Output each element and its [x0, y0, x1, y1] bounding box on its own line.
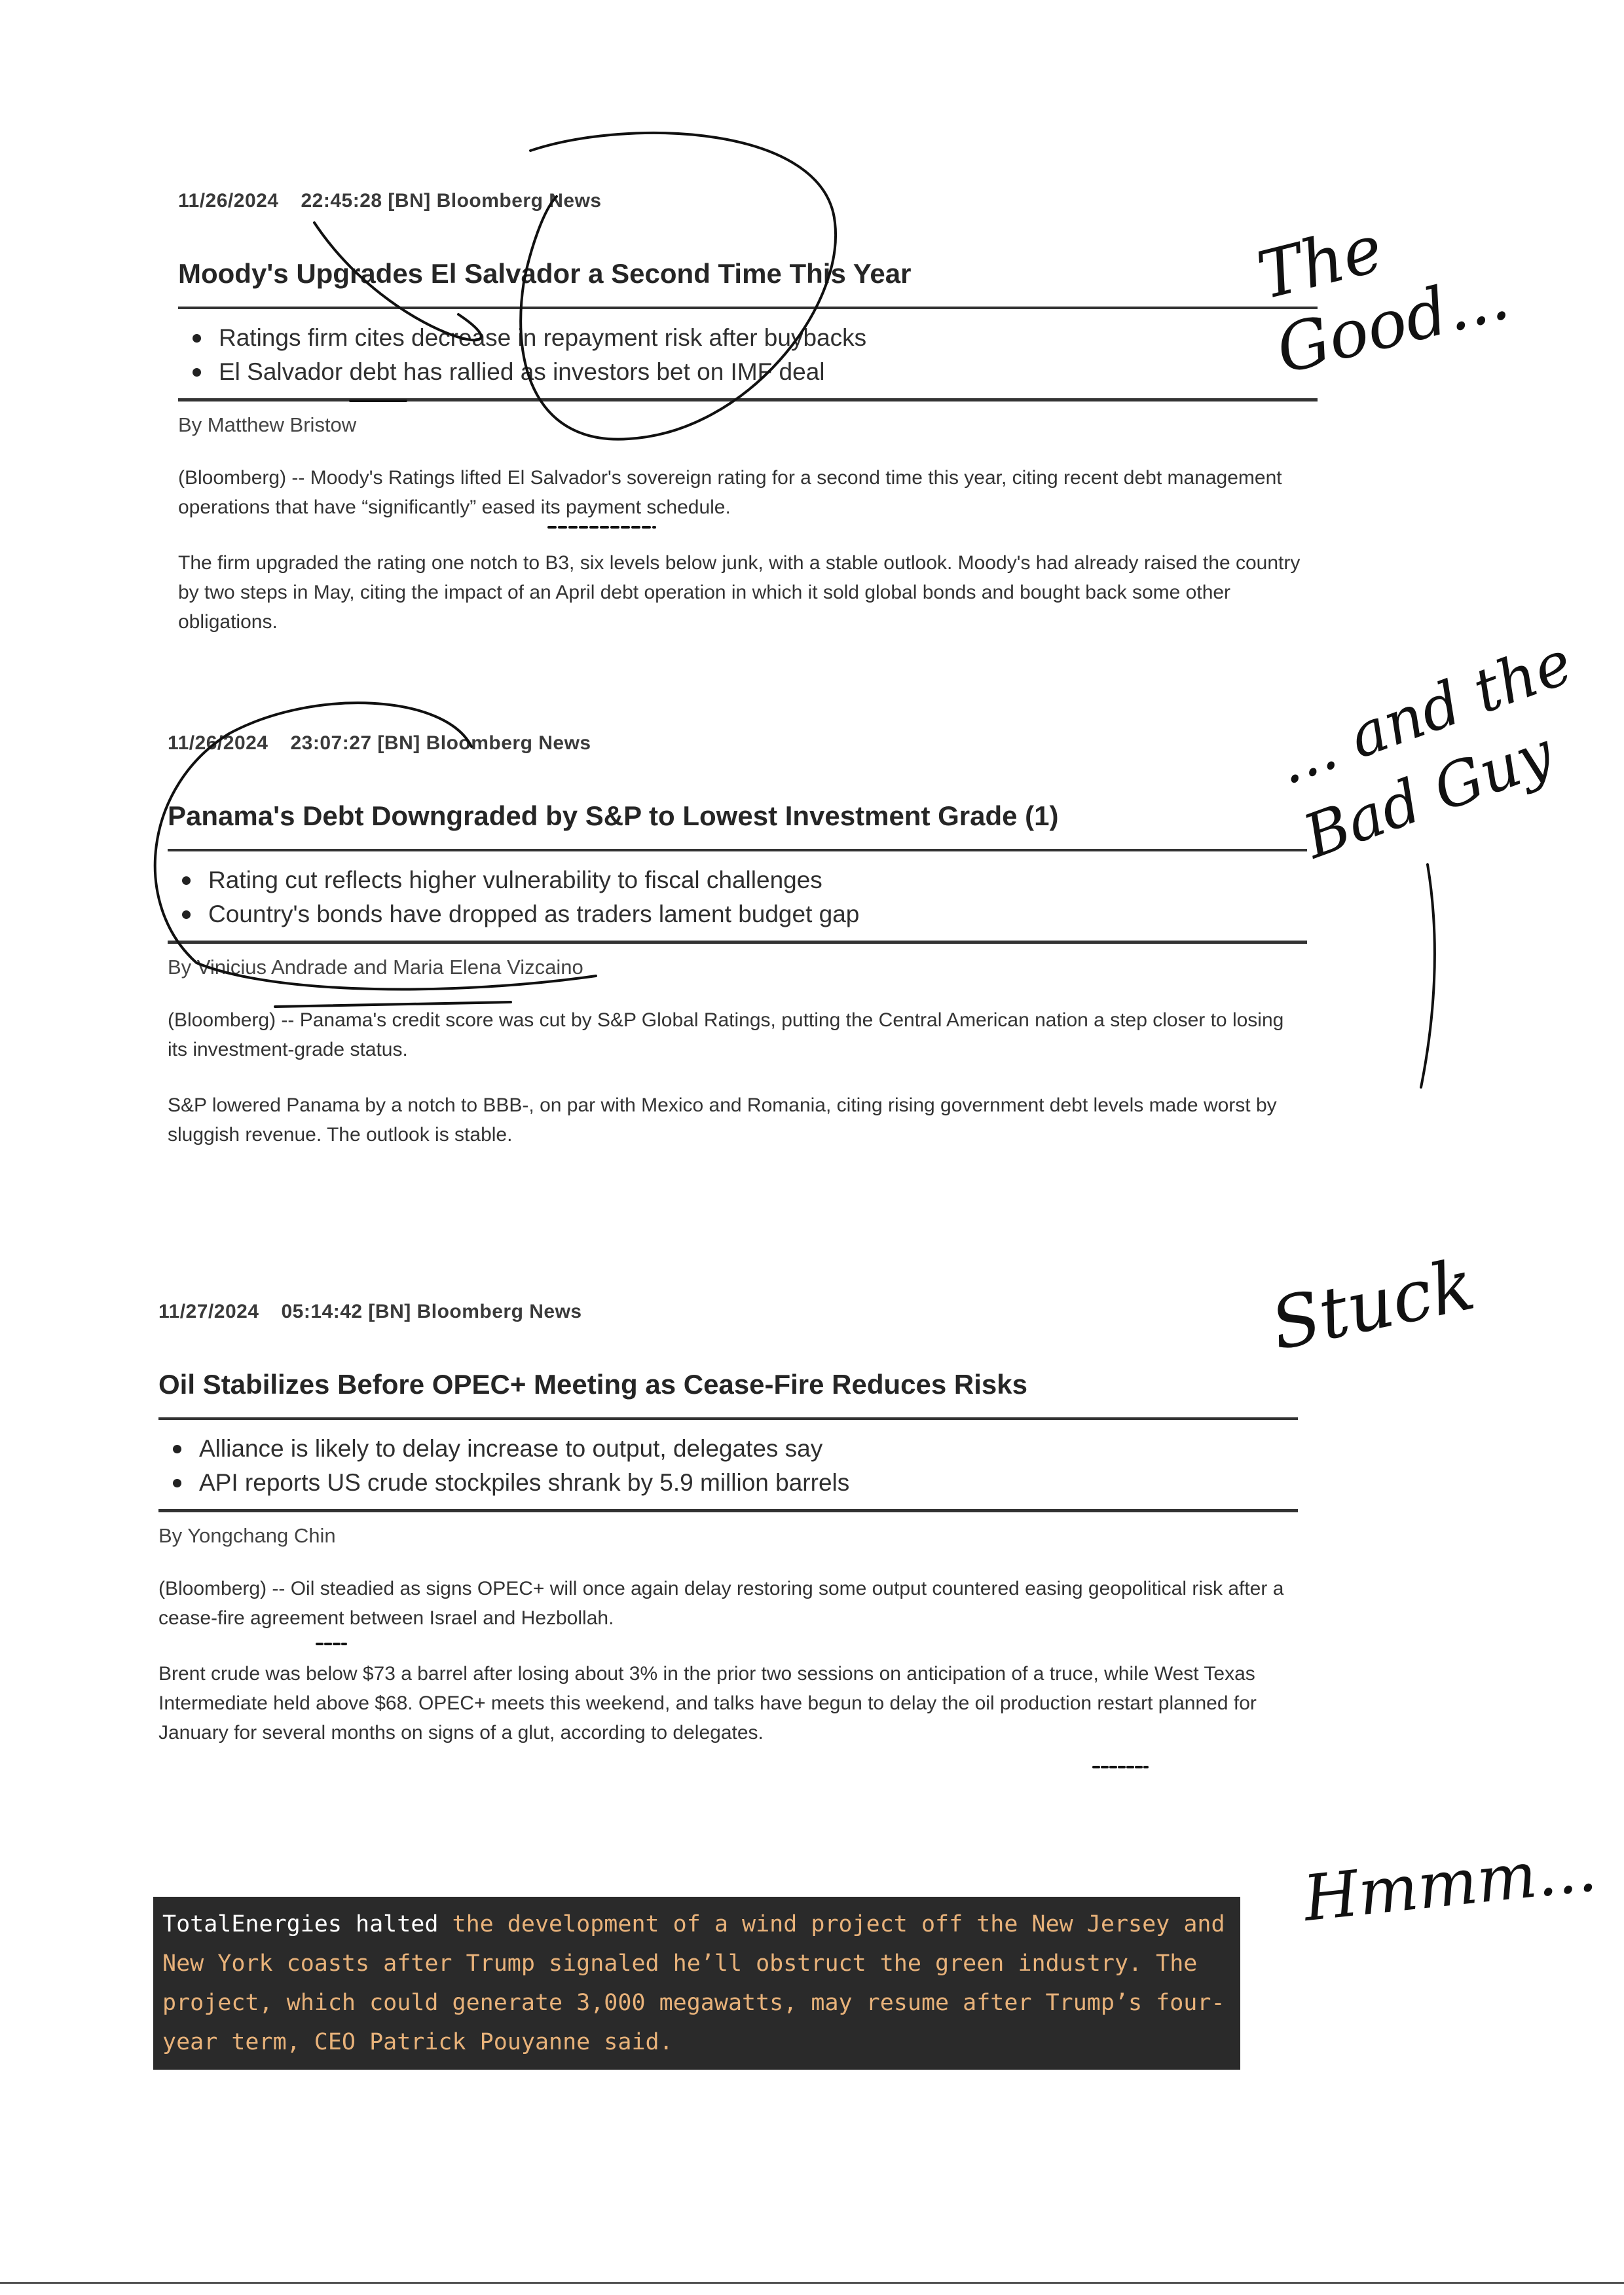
highlight-lead: TotalEnergies halted [162, 1911, 439, 1937]
article-3 [158, 1301, 1298, 1747]
article-2 [168, 732, 1307, 1149]
article-1-bullet-1: Ratings firm cites decrease in repayment risk after buybacks [178, 321, 1318, 355]
article-3-bullet-2: API reports US crude stockpiles shrank by 5.9 million barrels [158, 1466, 1298, 1500]
annotation-stuck: Stuck [1264, 1243, 1482, 1367]
article-2-time: 23:07:27 [BN] Bloomberg News [290, 732, 591, 754]
article-3-bullet-1: Alliance is likely to delay increase to output, delegates say [158, 1432, 1298, 1466]
annotation-the-good: The Good... [1250, 210, 1517, 389]
article-3-time: 05:14:42 [BN] Bloomberg News [281, 1301, 582, 1322]
article-1-bullet-2: El Salvador debt has rallied as investors bet on IMF deal [178, 355, 1318, 389]
highlight-rest: the development of a wind project off the New Jersey and New York coasts after Trump signaled he’ll obstruct the green industry. The project, which could generate 3,000 megawatts, may resume after Trump’s four-year term, CEO Patrick Pouyanne said. [162, 1911, 1225, 2055]
article-1-paragraph-2: The firm upgraded the rating one notch to B3, six levels below junk, with a stable outlook. Moody's had already raised the country by two steps in May, citing the impact of an April debt operation in which it sold global bonds and bought back some other obligations. [178, 552, 1301, 633]
article-1-bullets [178, 309, 1318, 401]
article-2-meta [168, 732, 1307, 755]
article-1-headline: Moody's Upgrades El Salvador a Second Time This Year [178, 258, 1318, 309]
article-2-paragraph-1: (Bloomberg) -- Panama's credit score was cut by S&P Global Ratings, putting the Central American nation a step closer to losing its investment-grade status. [168, 1009, 1284, 1060]
article-1-meta [178, 190, 1318, 212]
article-1 [178, 190, 1318, 637]
article-3-paragraph-1: (Bloomberg) -- Oil steadied as signs OPEC+ will once again delay restoring some output countered easing geopolitical risk after a cease-fire agreement between Israel and Hezbollah. [158, 1578, 1284, 1629]
article-3-meta [158, 1301, 1298, 1323]
article-2-paragraph-2: S&P lowered Panama by a notch to BBB-, on par with Mexico and Romania, citing rising government debt levels made worst by sluggish revenue. The outlook is stable. [168, 1094, 1277, 1146]
article-3-headline: Oil Stabilizes Before OPEC+ Meeting as Cease-Fire Reduces Risks [158, 1369, 1298, 1420]
highlight-excerpt [153, 1897, 1240, 2070]
article-2-headline: Panama's Debt Downgraded by S&P to Lowest Investment Grade (1) [168, 800, 1307, 851]
article-1-paragraph-1: (Bloomberg) -- Moody's Ratings lifted El Salvador's sovereign rating for a second time this year, citing recent debt management operations that have “significantly” eased its payment schedule. [178, 467, 1282, 518]
footer-rule [0, 2282, 1624, 2284]
bad-guy-tail [1421, 865, 1435, 1087]
article-1-date: 11/26/2024 [178, 190, 279, 212]
article-3-date: 11/27/2024 [158, 1301, 259, 1322]
article-3-paragraph-2: Brent crude was below $73 a barrel after losing about 3% in the prior two sessions on anticipation of a truce, while West Texas Intermediate held above $68. OPEC+ meets this weekend, and talks have begun to delay the oil production restart planned for January for several months on signs of a glut, according to delegates. [158, 1663, 1257, 1744]
article-2-bullet-1: Rating cut reflects higher vulnerability to fiscal challenges [168, 863, 1307, 897]
article-3-bullets [158, 1420, 1298, 1512]
article-2-byline: By Vinicius Andrade and Maria Elena Vizcaino [168, 956, 583, 979]
article-1-time: 22:45:28 [BN] Bloomberg News [301, 190, 602, 212]
article-2-bullets [168, 851, 1307, 944]
article-2-bullet-2: Country's bonds have dropped as traders lament budget gap [168, 897, 1307, 931]
article-2-date: 11/26/2024 [168, 732, 268, 754]
article-1-byline: By Matthew Bristow [178, 413, 357, 436]
article-3-byline: By Yongchang Chin [158, 1524, 336, 1547]
annotation-bad-guy: ... and the Bad Guy [1268, 627, 1581, 872]
annotation-hmm: Hmmm... [1300, 1831, 1600, 1936]
